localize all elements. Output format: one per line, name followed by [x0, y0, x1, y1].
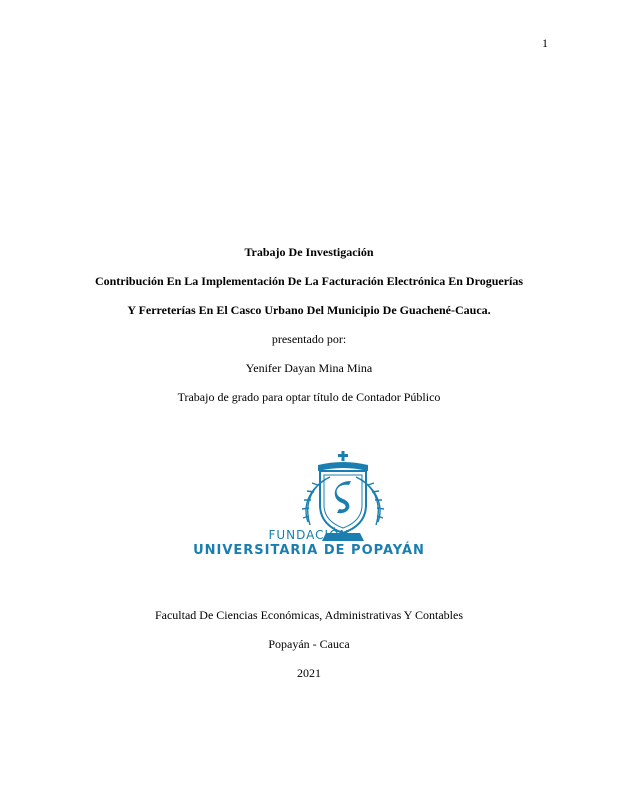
degree-description: Trabajo de grado para optar título de Contador Público — [177, 390, 441, 404]
thesis-title-line-2: Y Ferreterías En El Casco Urbano Del Municipio De Guachené-Cauca. — [127, 303, 491, 317]
logo-text-fundacion: FUNDACIÓN — [268, 528, 350, 542]
logo-text-university-name: UNIVERSITARIA DE POPAYÁN — [193, 543, 425, 558]
presented-by-label: presentado por: — [271, 332, 347, 346]
page-number: 1 — [542, 36, 548, 50]
city-location: Popayán - Cauca — [268, 637, 350, 651]
author-name: Yenifer Dayan Mina Mina — [245, 361, 373, 375]
document-year: 2021 — [297, 666, 321, 680]
document-title: Trabajo De Investigación — [244, 245, 374, 259]
thesis-title-line-1: Contribución En La Implementación De La Facturación Electrónica En Droguerías — [94, 274, 524, 288]
faculty-name: Facultad De Ciencias Económicas, Administrativas Y Contables — [154, 608, 464, 622]
